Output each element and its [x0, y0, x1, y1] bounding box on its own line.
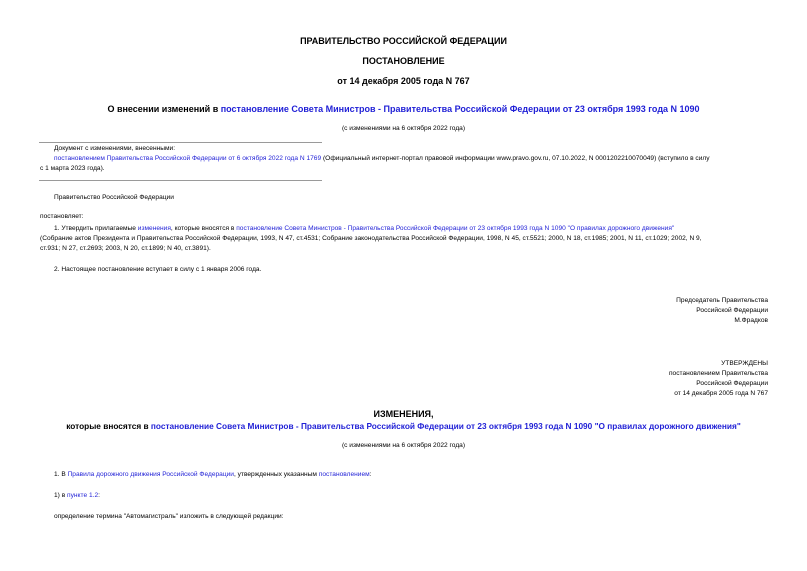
signature-country: Российской Федерации — [696, 307, 768, 314]
sub1-text-a: 1) в — [54, 492, 68, 499]
amending-decree-link[interactable]: постановлением Правительства Российской Федерации от 6 октября 2022 года N 1769 — [54, 155, 322, 162]
paragraph-2: 2. Настоящее постановление вступает в силу с 1 января 2006 года. — [54, 266, 262, 273]
paragraph-1-line-3: ст.931; N 27, ст.2693; 2003, N 20, ст.1899; N 40, ст.3891). — [40, 245, 211, 252]
traffic-rules-decree-link[interactable]: постановление Совета Министров - Правительства Российской Федерации от 23 октября 1993 года N 1090 "О правилах дорожного движения" — [236, 225, 675, 232]
approved-date: от 14 декабря 2005 года N 767 — [674, 390, 768, 397]
bottom-divider — [39, 180, 322, 181]
changes-decree-link[interactable]: постановление Совета Министров - Правительства Российской Федерации от 23 октября 1993 года N 1090 "О правилах дорожного движения" — [150, 421, 741, 431]
amended-decree-link[interactable]: постановление Совета Министров - Правительства Российской Федерации от 23 октября 1993 года N 1090 — [220, 104, 700, 114]
doc-subject — [0, 104, 807, 114]
p1-text-b: , которые вносятся в — [170, 225, 237, 232]
changes-subtitle — [0, 421, 807, 431]
top-divider — [39, 142, 322, 143]
changes-title: ИЗМЕНЕНИЯ, — [373, 409, 434, 419]
item1-text-c: : — [369, 471, 372, 478]
government-decides: Правительство Российской Федерации — [54, 194, 174, 201]
paragraph-1-line-2: (Собрание актов Президента и Правительства Российской Федерации, 1993, N 47, ст.4531; Собрание законодательства Российской Федерации, 1998, N 45, ст.5521; 2000, N 18, ст.1985; 2001, N 11, ст.1029; 2002, N 9, — [40, 235, 702, 242]
amendments-intro: Документ с изменениями, внесенными: — [54, 145, 176, 152]
approved-heading: УТВЕРЖДЕНЫ — [721, 360, 768, 367]
change-item-1 — [54, 471, 372, 478]
signature-name: М.Фрадков — [734, 317, 768, 324]
amendments-rest-2: с 1 марта 2023 года). — [40, 165, 105, 172]
decree-link[interactable]: постановлением — [318, 471, 370, 478]
government-title: ПРАВИТЕЛЬСТВО РОССИЙСКОЙ ФЕДЕРАЦИИ — [300, 36, 507, 46]
change-subitem-1 — [54, 492, 100, 499]
approved-country: Российской Федерации — [696, 380, 768, 387]
changes-subtitle-prefix: которые вносятся в — [66, 421, 151, 431]
clause-1-2-link[interactable]: пункте 1.2 — [67, 492, 99, 499]
doc-subject-prefix: О внесении изменений в — [107, 104, 221, 114]
signature-title: Председатель Правительства — [676, 297, 768, 304]
item1-text-a: 1. В — [54, 471, 68, 478]
sub1-text-b: : — [98, 492, 100, 499]
amendments-rest-1: (Официальный интернет-портал правовой информации www.pravo.gov.ru, 07.10.2022, N 0001202210070049) (вступило в силу — [321, 155, 710, 162]
amended-note: (с изменениями на 6 октября 2022 года) — [341, 125, 466, 132]
decides-label: постановляет: — [40, 213, 84, 220]
traffic-rules-link[interactable]: Правила дорожного движения Российской Федерации — [67, 471, 234, 478]
amendments-line — [54, 155, 710, 162]
changes-amended-note: (с изменениями на 6 октября 2022 года) — [341, 442, 466, 449]
doc-type: ПОСТАНОВЛЕНИЕ — [362, 56, 445, 66]
changes-link[interactable]: изменения — [137, 225, 171, 232]
p1-text-a: 1. Утвердить прилагаемые — [54, 225, 138, 232]
item1-text-b: , утвержденных указанным — [233, 471, 319, 478]
paragraph-1-line-1 — [54, 225, 674, 232]
definition-line: определение термина "Автомагистраль" изложить в следующей редакции: — [54, 513, 284, 520]
approved-by: постановлением Правительства — [668, 370, 768, 377]
doc-date-number: от 14 декабря 2005 года N 767 — [337, 76, 470, 86]
